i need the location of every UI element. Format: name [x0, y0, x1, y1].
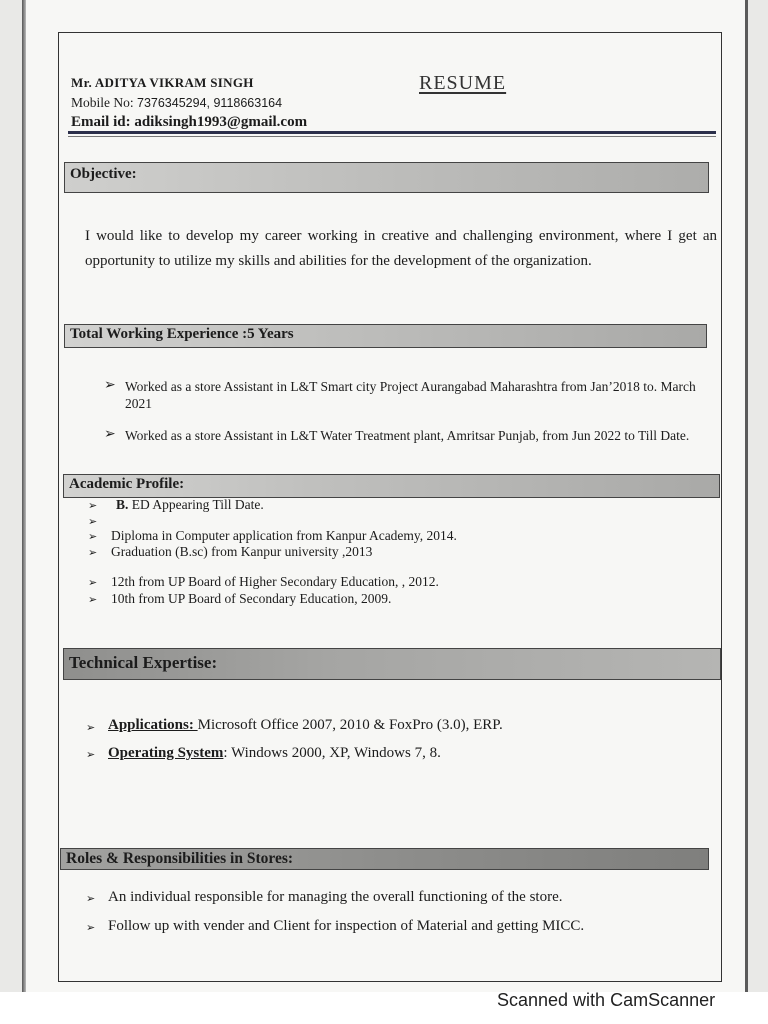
experience-item-text: Worked as a store Assistant in L&T Water Treatment plant, Amritsar Punjab, from Jun 2022 to Till Date.: [125, 428, 690, 443]
email-line: [71, 114, 307, 131]
technical-item: [108, 745, 441, 762]
resume-title: RESUME: [419, 72, 507, 94]
scanner-watermark: Scanned with CamScanner: [497, 990, 716, 1010]
mobile-label: Mobile No:: [71, 95, 134, 110]
arrow-bullet-icon: ➢: [88, 515, 98, 528]
arrow-bullet-icon: ➢: [104, 377, 116, 393]
candidate-name: Mr. ADITYA VIKRAM SINGH: [71, 75, 254, 90]
academic-item-text: ED Appearing Till Date.: [131, 497, 264, 512]
arrow-bullet-icon: ➢: [88, 530, 98, 543]
technical-item-key: Applications:: [108, 717, 198, 733]
arrow-bullet-icon: ➢: [88, 546, 98, 559]
experience-heading-bar: [64, 324, 707, 348]
academic-heading: Academic Profile:: [69, 476, 185, 492]
mobile-value: 7376345294, 9118663164: [137, 96, 283, 110]
arrow-bullet-icon: ➢: [104, 426, 116, 442]
academic-item: 12th from UP Board of Higher Secondary Education, , 2012.: [111, 574, 439, 589]
technical-item-value: Microsoft Office 2007, 2010 & FoxPro (3.0), ERP.: [197, 717, 503, 733]
experience-item-text: Worked as a store Assistant in L&T Smart city Project Aurangabad Maharashtra from Jan’2018 to. March 2021: [125, 379, 696, 411]
technical-heading-bar: [63, 648, 721, 680]
mobile-line: [71, 95, 282, 111]
academic-item: [116, 497, 264, 513]
arrow-bullet-icon: ➢: [88, 499, 98, 512]
academic-heading-bar: [63, 474, 720, 498]
experience-item: [104, 378, 716, 412]
experience-item: [104, 427, 716, 444]
roles-heading-bar: [60, 848, 709, 870]
academic-degree: B.: [116, 497, 129, 512]
arrow-bullet-icon: ➢: [86, 892, 96, 905]
experience-heading: Total Working Experience :5 Years: [70, 326, 294, 342]
technical-item-value: : Windows 2000, XP, Windows 7, 8.: [223, 745, 441, 761]
arrow-bullet-icon: ➢: [88, 576, 98, 589]
technical-item-key: Operating System: [108, 745, 224, 761]
objective-heading: Objective:: [70, 166, 137, 182]
arrow-bullet-icon: ➢: [86, 748, 96, 761]
paper-edge-shadow: [22, 0, 26, 992]
email-label: Email id:: [71, 114, 131, 130]
arrow-bullet-icon: ➢: [86, 921, 96, 934]
arrow-bullet-icon: ➢: [88, 593, 98, 606]
academic-item: Diploma in Computer application from Kanpur Academy, 2014.: [111, 528, 457, 543]
header-rule-thin: [68, 136, 716, 137]
academic-item: Graduation (B.sc) from Kanpur university ,2013: [111, 544, 373, 559]
roles-item: An individual responsible for managing the overall functioning of the store.: [108, 889, 563, 905]
arrow-bullet-icon: ➢: [86, 721, 96, 734]
technical-heading: Technical Expertise:: [69, 653, 218, 672]
academic-item: 10th from UP Board of Secondary Education, 2009.: [111, 591, 392, 606]
email-value: adiksingh1993@gmail.com: [134, 114, 308, 130]
objective-heading-bar: [64, 162, 709, 193]
objective-text: I would like to develop my career working in creative and challenging environment, where I get an opportunity to utilize my skills and abilities for the development of the organization.: [85, 228, 717, 269]
roles-heading: Roles & Responsibilities in Stores:: [66, 850, 294, 867]
header-rule-thick: [68, 131, 716, 134]
roles-item: Follow up with vender and Client for inspection of Material and getting MICC.: [108, 918, 585, 934]
technical-item: [108, 717, 503, 734]
